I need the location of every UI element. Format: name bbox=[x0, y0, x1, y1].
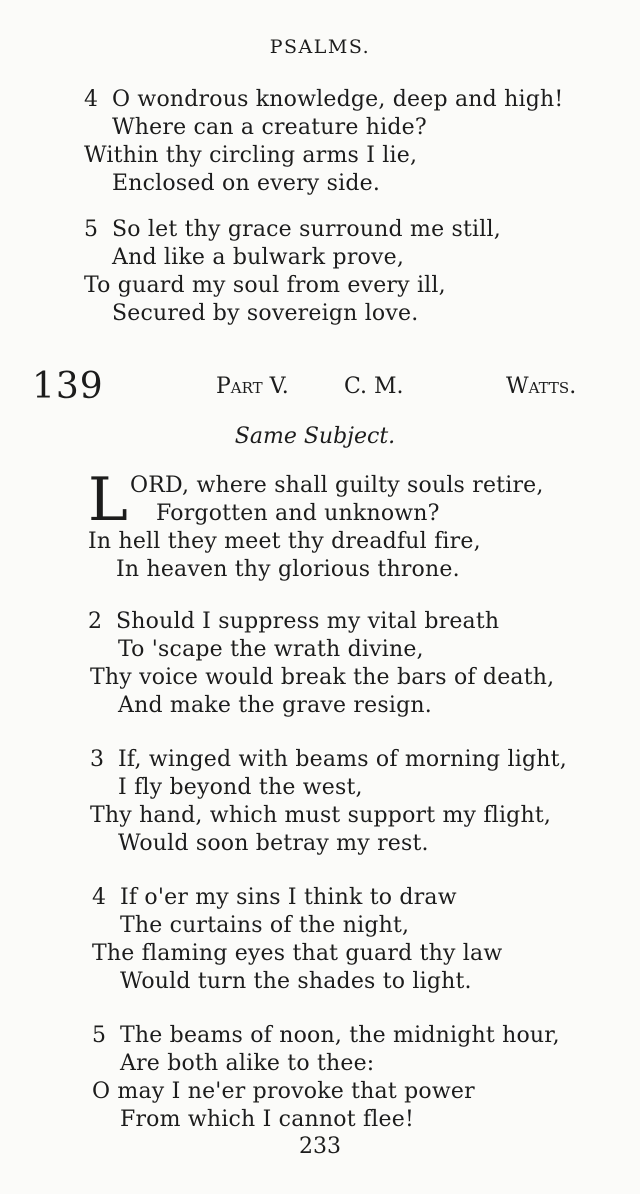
drop-cap: L bbox=[88, 465, 128, 535]
hymn-part: Part V. bbox=[216, 374, 289, 399]
page-number: 233 bbox=[299, 1134, 341, 1159]
verse-line: Forgotten and unknown? bbox=[156, 501, 440, 526]
hymn-author: Watts. bbox=[506, 374, 577, 399]
verse-line: Within thy circling arms I lie, bbox=[84, 143, 418, 168]
verse-line: Should I suppress my vital breath bbox=[116, 609, 500, 634]
hymn-number: 139 bbox=[32, 366, 104, 407]
verse-line: The curtains of the night, bbox=[120, 913, 410, 938]
verse-line: To guard my soul from every ill, bbox=[84, 273, 446, 298]
verse-line: In hell they meet thy dreadful fire, bbox=[88, 529, 481, 554]
running-header: PSALMS. bbox=[269, 36, 371, 58]
verse-line: Enclosed on every side. bbox=[112, 171, 381, 196]
stanza-number: 4 bbox=[92, 885, 107, 910]
verse-line: I fly beyond the west, bbox=[118, 775, 363, 800]
verse-line: The flaming eyes that guard thy law bbox=[92, 941, 503, 966]
stanza-number: 5 bbox=[84, 217, 99, 242]
verse-line: In heaven thy glorious throne. bbox=[116, 557, 460, 582]
verse-line: And like a bulwark prove, bbox=[112, 245, 405, 270]
verse-line: O wondrous knowledge, deep and high! bbox=[112, 87, 564, 112]
verse-line: ORD, where shall guilty souls retire, bbox=[130, 473, 544, 498]
verse-line: Thy hand, which must support my flight, bbox=[90, 803, 552, 828]
verse-line: If, winged with beams of morning light, bbox=[118, 747, 567, 772]
verse-line: O may I ne'er provoke that power bbox=[92, 1079, 475, 1104]
stanza-number: 2 bbox=[88, 609, 103, 634]
verse-line: Would soon betray my rest. bbox=[118, 831, 429, 856]
verse-line: The beams of noon, the midnight hour, bbox=[120, 1023, 560, 1048]
verse-line: From which I cannot flee! bbox=[120, 1107, 414, 1132]
verse-line: Where can a creature hide? bbox=[112, 115, 427, 140]
stanza-number: 5 bbox=[92, 1023, 107, 1048]
verse-line: To 'scape the wrath divine, bbox=[118, 637, 424, 662]
verse-line: Thy voice would break the bars of death, bbox=[90, 665, 555, 690]
hymn-subject: Same Subject. bbox=[234, 424, 396, 449]
verse-line: Are both alike to thee: bbox=[120, 1051, 375, 1076]
stanza-number: 3 bbox=[90, 747, 105, 772]
verse-line: Secured by sovereign love. bbox=[112, 301, 419, 326]
verse-line: If o'er my sins I think to draw bbox=[120, 885, 457, 910]
verse-line: And make the grave resign. bbox=[118, 693, 432, 718]
verse-line: Would turn the shades to light. bbox=[120, 969, 472, 994]
hymn-meter: C. M. bbox=[344, 374, 404, 399]
verse-line: So let thy grace surround me still, bbox=[112, 217, 501, 242]
stanza-number: 4 bbox=[84, 87, 99, 112]
